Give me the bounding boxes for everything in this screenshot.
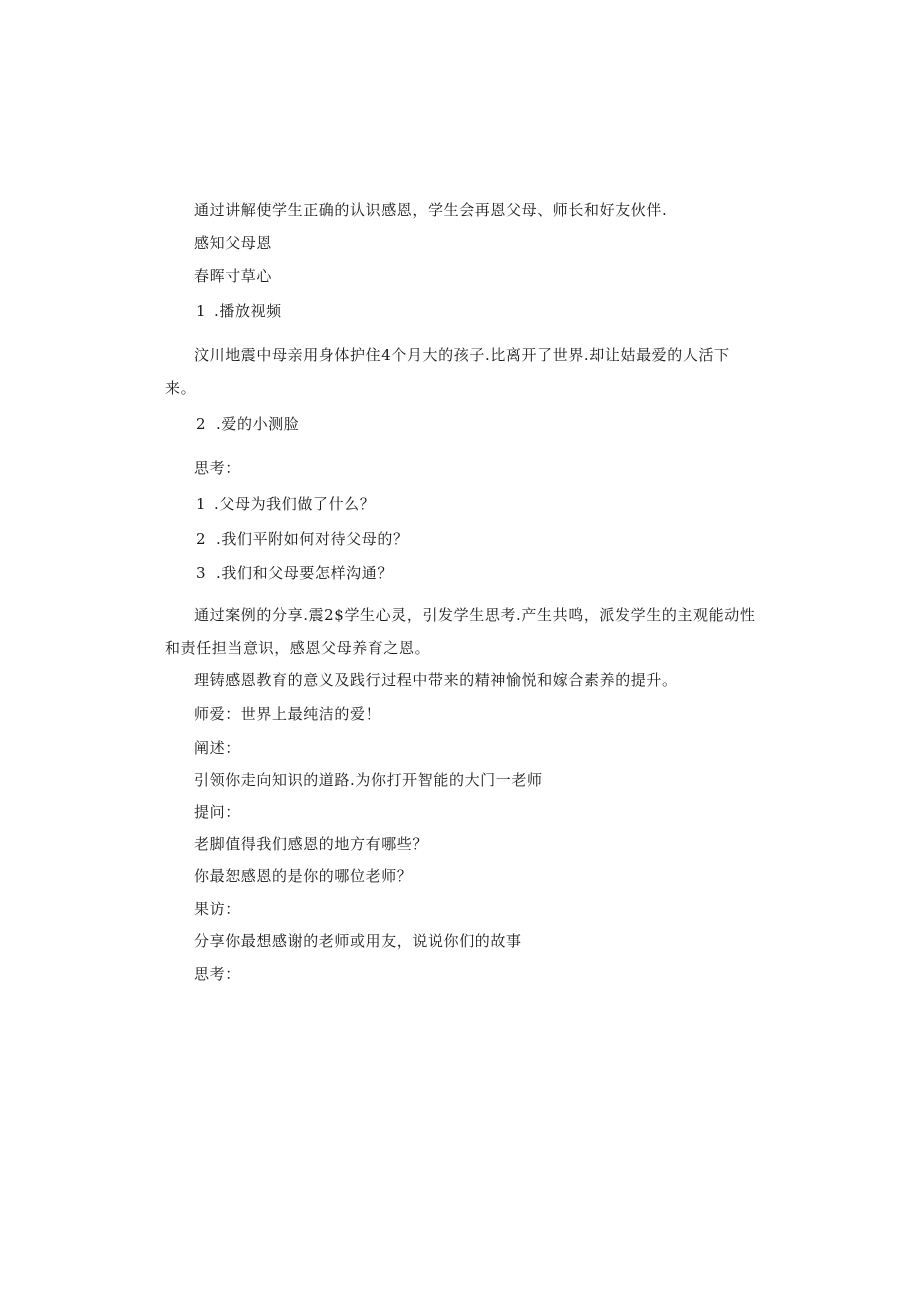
interview-text: 分享你最想感谢的老师或用友，说说你们的故事	[194, 932, 522, 950]
list-number-2: 2	[196, 415, 206, 433]
ask-question-1: 老脚值得我们感恩的地方有哪些？	[194, 835, 429, 853]
list-item-love-quiz: .爱的小测脸	[216, 415, 300, 433]
question-2: .我们平附如何对待父母的？	[216, 530, 409, 548]
interview-label: 果访：	[194, 900, 241, 918]
think-label-1: 思考：	[194, 459, 241, 477]
section-heading-parents: 感知父母恩	[194, 234, 273, 252]
list-number-1: 1	[196, 302, 206, 320]
section-heading-teacher-love: 师爱：世界上最纯洁的爱！	[194, 705, 382, 723]
question-number-3: 3	[196, 564, 206, 582]
intro-paragraph: 通过讲解使学生正确的认识感恩，学生会再恩父母、师长和好友伙伴.	[194, 201, 668, 219]
question-number-2: 2	[196, 530, 206, 548]
question-3: .我们和父母要怎样沟通？	[216, 564, 393, 582]
ask-label: 提问：	[194, 803, 241, 821]
story-paragraph-line2: 来。	[165, 379, 197, 397]
ask-question-2: 你最恕感恩的是你的哪位老师？	[194, 867, 413, 885]
question-1: .父母为我们做了什么？	[214, 495, 376, 513]
significance-paragraph: 理铸感恩教育的意义及践行过程中带来的精神愉悦和嫁合素养的提升。	[194, 671, 678, 689]
explain-text: 引领你走向知识的道路.为你打开智能的大门一老师	[194, 771, 543, 789]
explain-label: 阐述：	[194, 739, 241, 757]
subheading-chunhui: 春晖寸草心	[194, 267, 273, 285]
case-paragraph-line2: 和责任担当意识，感恩父母养育之恩。	[165, 639, 431, 657]
story-paragraph-line1: 汶川地震中母亲用身体护住4个月大的孩子.比离开了世界.却让姑最爱的人活下	[194, 346, 730, 364]
case-paragraph-line1: 通过案例的分享.震2$学生心灵，引发学生思考.产生共鸣，派发学生的主观能动性	[194, 606, 756, 624]
think-label-2: 思考：	[194, 965, 241, 983]
list-item-play-video: .播放视频	[214, 302, 282, 320]
question-number-1: 1	[196, 495, 206, 513]
